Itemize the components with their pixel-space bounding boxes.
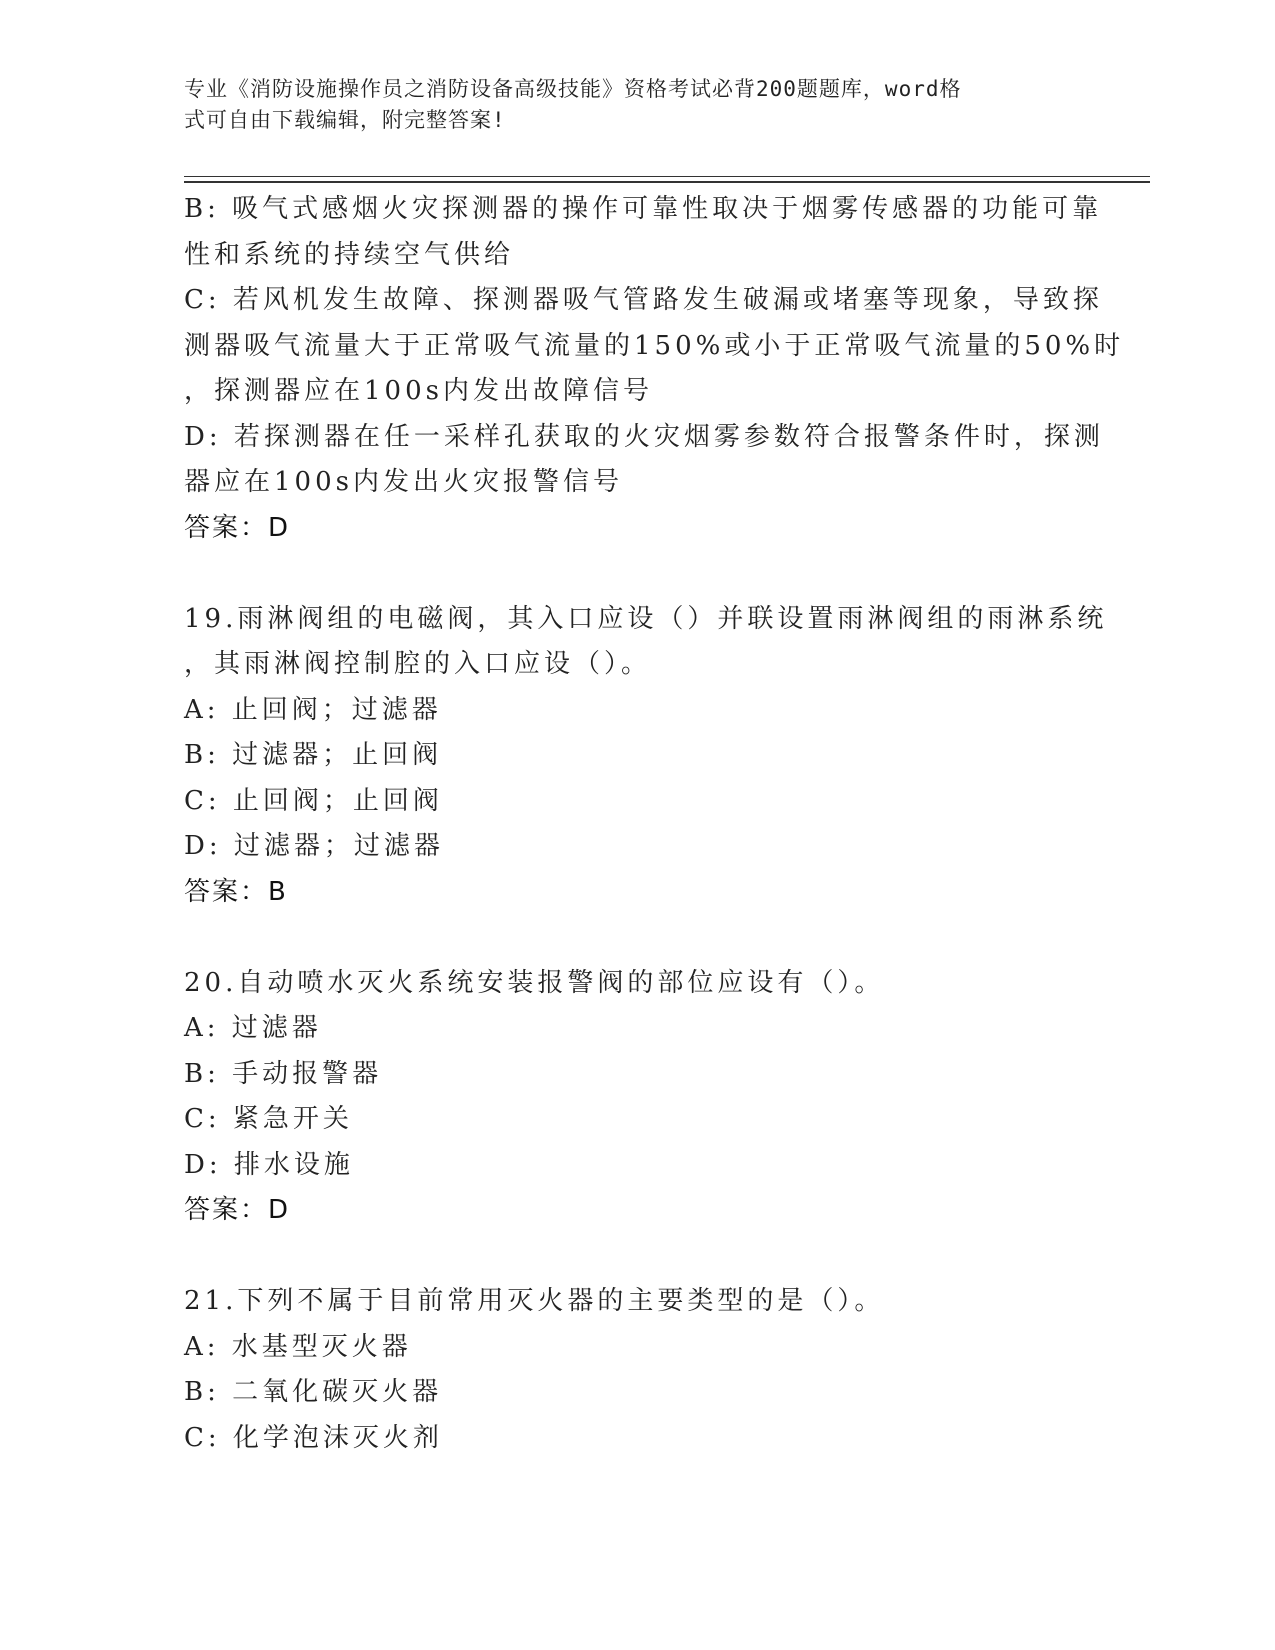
option-c: C: 紧急开关 — [184, 1104, 353, 1134]
header-line: 式可自由下载编辑，附完整答案! — [184, 108, 506, 132]
option-d-text: 器应在100s内发出火灾报警信号 — [184, 467, 623, 497]
question-20 — [184, 961, 1084, 1234]
document-header — [184, 74, 1064, 136]
option-d: D: 过滤器；过滤器 — [184, 831, 444, 861]
option-b: B: 二氧化碳灭火器 — [184, 1377, 443, 1407]
option-a: A: 过滤器 — [184, 1013, 322, 1043]
question-list — [184, 187, 1125, 1461]
option-c: C: 化学泡沫灭火剂 — [184, 1422, 443, 1453]
header-divider-thick — [184, 181, 1150, 183]
option-d: D: 排水设施 — [184, 1149, 354, 1180]
answer-label: 答案：D — [184, 512, 291, 543]
spacer — [184, 1234, 1084, 1280]
header-divider — [184, 176, 1150, 177]
question-stem: ，其雨淋阀控制腔的入口应设（）。 — [184, 649, 652, 679]
option-c-text: ，探测器应在100s内发出故障信号 — [184, 376, 653, 406]
question-18-continued — [184, 187, 1125, 551]
option-c: C: 止回阀；止回阀 — [184, 785, 443, 816]
header-line: 专业《消防设施操作员之消防设备高级技能》资格考试必背200题题库，word格 — [184, 77, 962, 101]
question-stem: 21.下列不属于目前常用灭火器的主要类型的是（）。 — [184, 1286, 885, 1316]
question-stem: 19.雨淋阀组的电磁阀，其入口应设（）并联设置雨淋阀组的雨淋系统 — [184, 603, 1108, 634]
question-21 — [184, 1279, 1084, 1461]
question-stem: 20.自动喷水灭火系统安装报警阀的部位应设有（）。 — [184, 967, 885, 998]
option-c-text: 测器吸气流量大于正常吸气流量的150%或小于正常吸气流量的50%时 — [184, 330, 1125, 361]
option-b-text: 性和系统的持续空气供给 — [184, 239, 515, 270]
spacer — [184, 915, 1084, 961]
option-b: B: 过滤器；止回阀 — [184, 740, 443, 770]
answer-label: 答案：D — [184, 1195, 291, 1225]
question-19 — [184, 597, 1108, 916]
option-c-text: C: 若风机发生故障、探测器吸气管路发生破漏或堵塞等现象，导致探 — [184, 285, 1103, 315]
option-b: B: 手动报警器 — [184, 1058, 383, 1089]
answer-label: 答案：B — [184, 876, 288, 907]
spacer — [184, 551, 1084, 597]
option-a: A: 水基型灭火器 — [184, 1331, 412, 1362]
option-d-text: D: 若探测器在任一采样孔获取的火灾烟雾参数符合报警条件时，探测 — [184, 421, 1104, 452]
option-b-text: B: 吸气式感烟火灾探测器的操作可靠性取决于烟雾传感器的功能可靠 — [184, 194, 1103, 224]
option-a: A: 止回阀；过滤器 — [184, 694, 442, 725]
